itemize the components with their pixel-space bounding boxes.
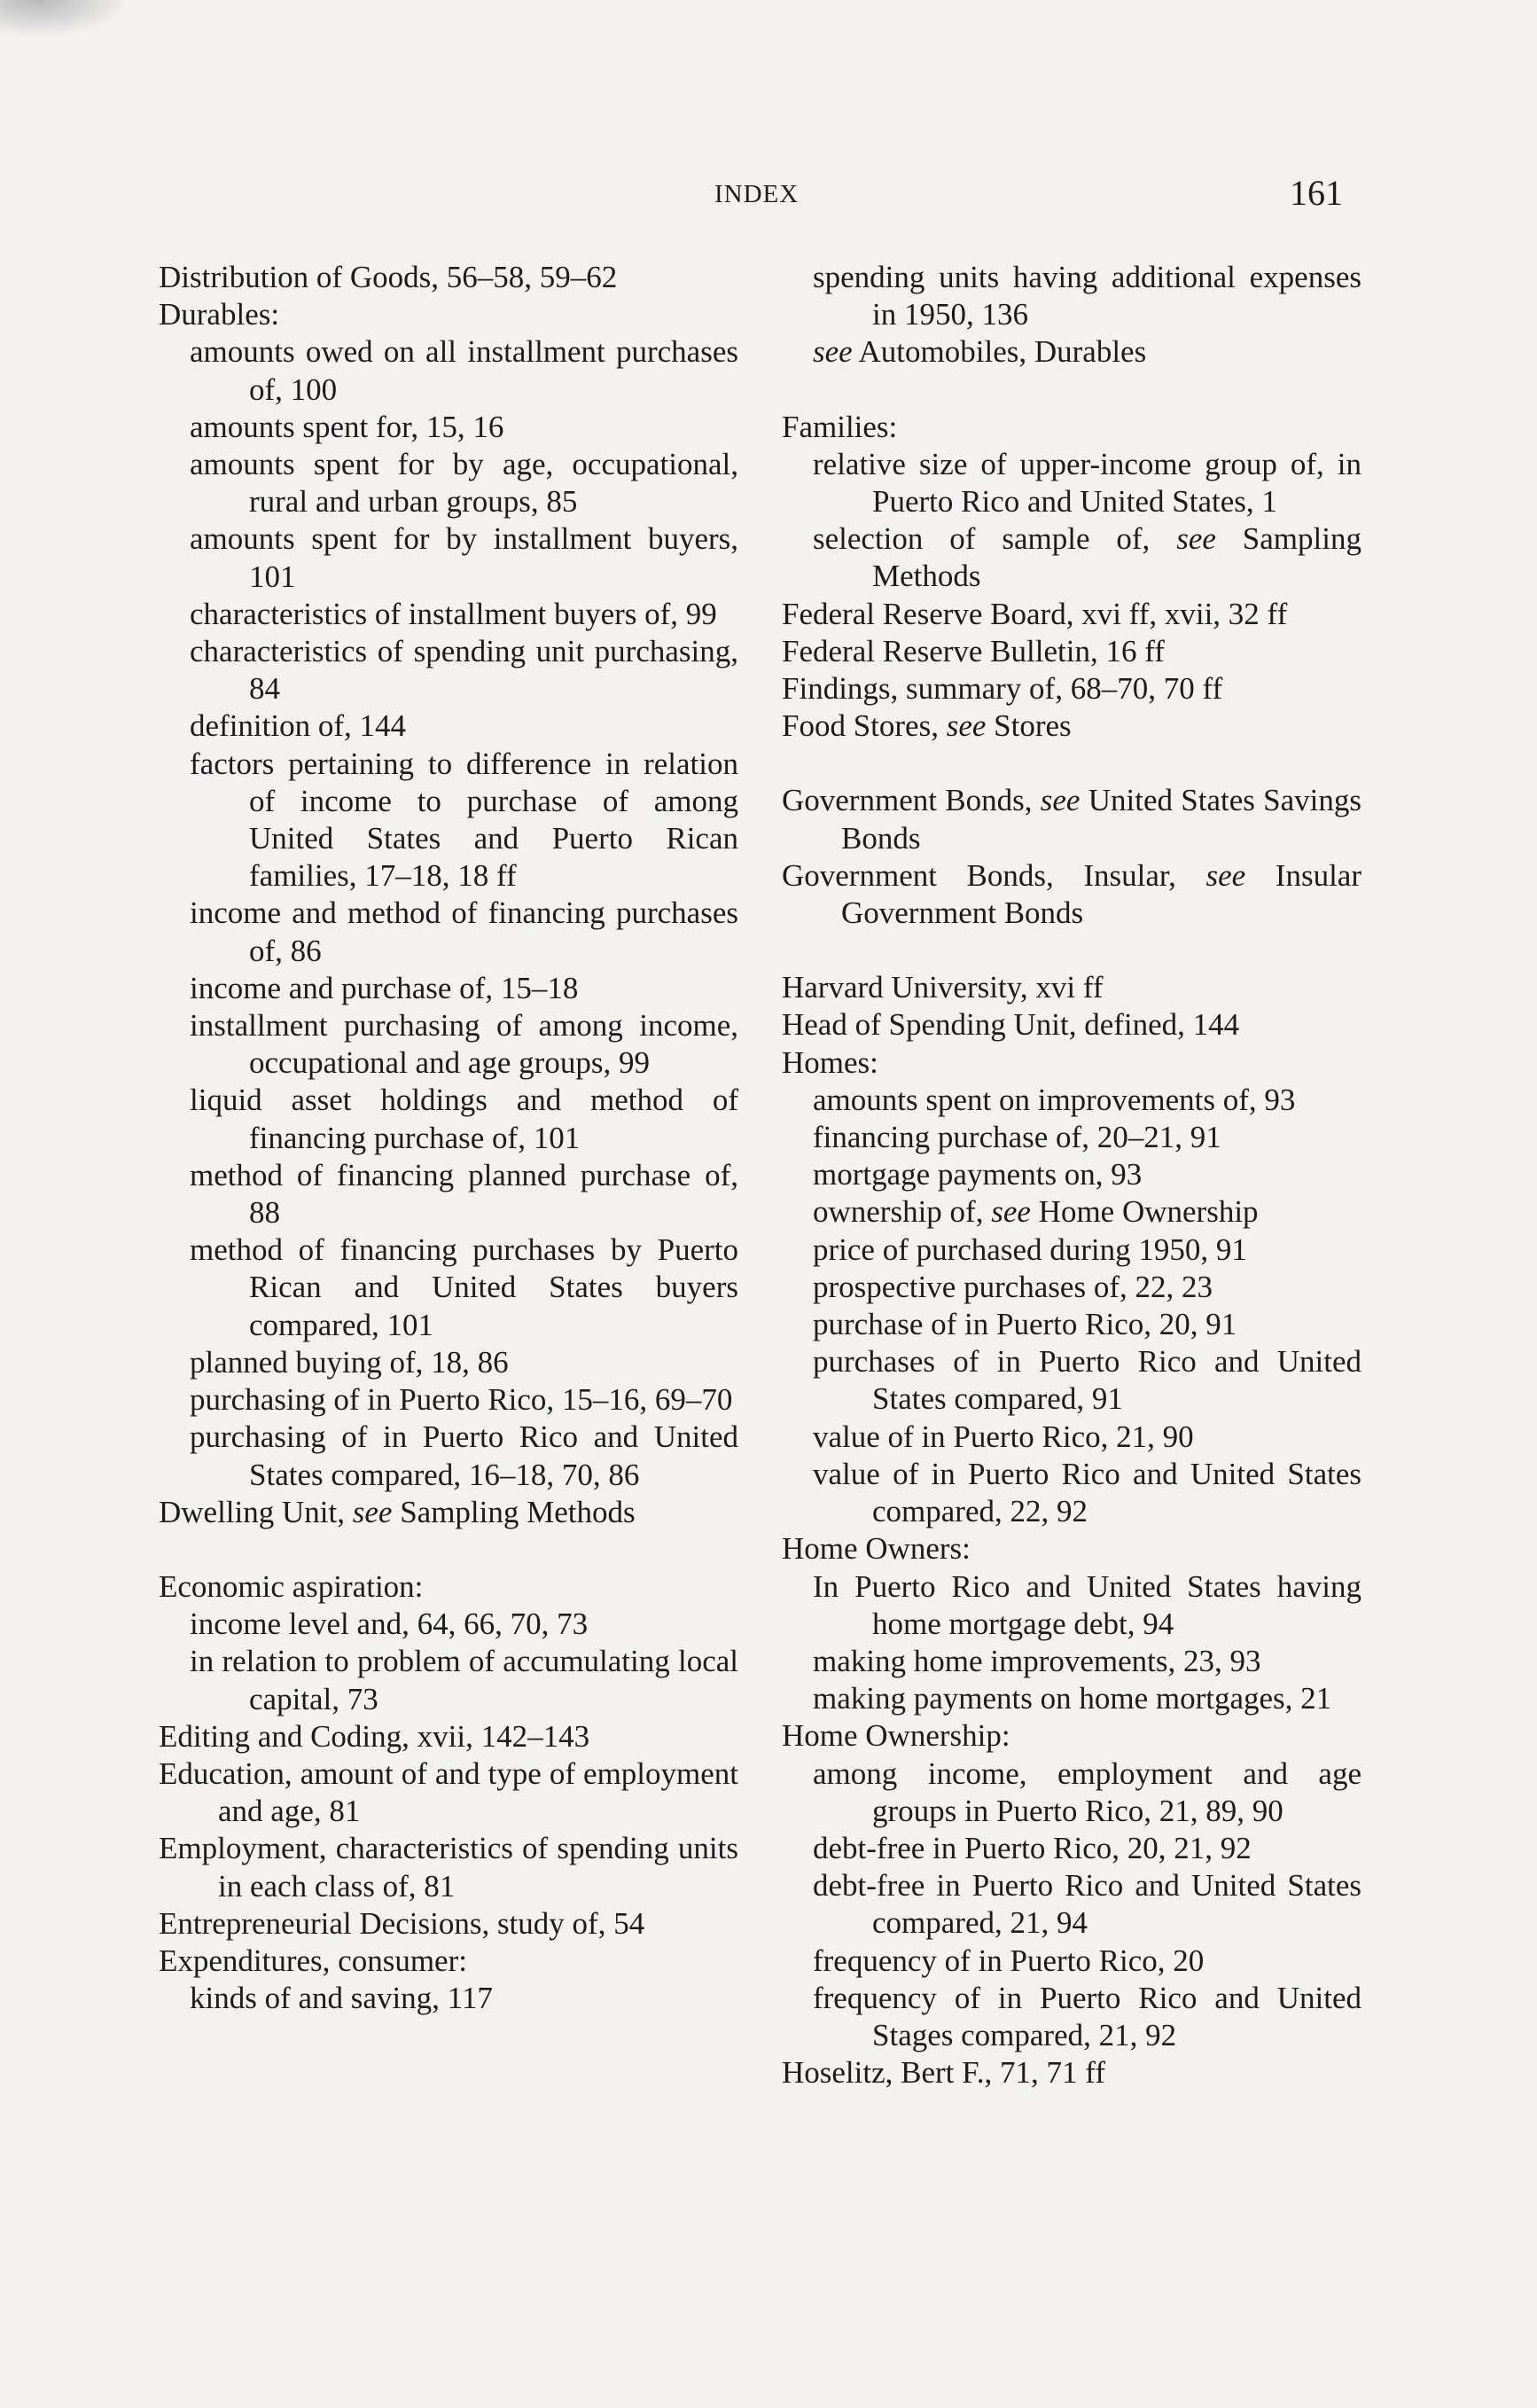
index-subentry: frequency of in Puerto Rico, 20 [813, 1943, 1205, 1978]
index-entry: Harvard University, xvi ff [782, 970, 1104, 1005]
index-entry [782, 857, 1361, 932]
index-entry: Expenditures, consumer: [159, 1943, 467, 1978]
index-subentry: purchasing of in Puerto Rico, 15–16, 69–70 [190, 1382, 733, 1418]
index-entry: Employment, characteristics of spending units in each class of, 81 [159, 1831, 738, 1904]
see-reference: see [813, 334, 853, 370]
index-subentry: income and method of financing purchases of, 86 [190, 895, 738, 968]
index-subentry: purchasing of in Puerto Rico and United States compared, 16–18, 70, 86 [190, 1419, 738, 1492]
index-subentry: purchases of in Puerto Rico and United States compared, 91 [813, 1344, 1361, 1417]
entry-text: ownership of, [813, 1194, 992, 1230]
index-subentry: relative size of upper-income group of, in Puerto Rico and United States, 1 [813, 446, 1361, 520]
index-entry [782, 782, 1361, 856]
index-subentry: definition of, 144 [190, 708, 406, 744]
index-entry: Education, amount of and type of employment and age, 81 [159, 1755, 738, 1829]
index-entry [159, 1494, 738, 1531]
see-reference: see [946, 708, 987, 744]
entry-text: selection of sample of, [813, 521, 1177, 557]
page-corner-shadow [0, 0, 124, 35]
index-entry: Federal Reserve Bulletin, 16 ff [782, 633, 1165, 668]
index-subentry [782, 1193, 1361, 1231]
entry-text: Dwelling Unit, [159, 1494, 353, 1529]
index-entry: Entrepreneurial Decisions, study of, 54 [159, 1905, 645, 1941]
entry-text: Sampling Methods [392, 1494, 636, 1529]
index-subentry: installment purchasing of among income, occupational and age groups, 99 [190, 1008, 738, 1081]
index-subentry: factors pertaining to difference in relation of income to purchase of among United States and Puerto Rican families, 17–18, 18 ff [190, 746, 738, 894]
index-subentry: kinds of and saving, 117 [190, 1981, 493, 2016]
index-subentry: amounts spent on improvements of, 93 [813, 1082, 1296, 1117]
index-subentry: value of in Puerto Rico, 21, 90 [813, 1419, 1194, 1454]
see-reference: see [1176, 521, 1216, 557]
index-subentry: amounts spent for by age, occupational, rural and urban groups, 85 [190, 447, 738, 520]
entry-text: Automobiles, Durables [852, 334, 1147, 370]
index-subentry: characteristics of installment buyers of, 99 [190, 596, 717, 631]
index-subentry: liquid asset holdings and method of financing purchase of, 101 [190, 1083, 738, 1155]
index-entry: Durables: [159, 297, 280, 332]
index-subentry: amounts spent for, 15, 16 [190, 409, 504, 444]
index-subentry: debt-free in Puerto Rico, 20, 21, 92 [813, 1830, 1252, 1865]
index-subentry: spending units having additional expenses in 1950, 136 [813, 260, 1361, 332]
index-subentry: in relation to problem of accumulating local capital, 73 [190, 1644, 738, 1716]
index-subentry: debt-free in Puerto Rico and United States compared, 21, 94 [813, 1868, 1361, 1941]
index-subentry: income and purchase of, 15–18 [190, 970, 579, 1005]
index-subentry: amounts owed on all installment purchases of, 100 [190, 334, 738, 407]
index-subentry [782, 520, 1361, 595]
index-subentry: making payments on home mortgages, 21 [813, 1681, 1332, 1716]
index-subentry: prospective purchases of, 22, 23 [813, 1269, 1213, 1304]
index-subentry: method of financing purchases by Puerto Rican and United States buyers compared, 101 [190, 1232, 738, 1342]
index-entry: Economic aspiration: [159, 1568, 424, 1604]
index-entry: Distribution of Goods, 56–58, 59–62 [159, 260, 618, 294]
index-column-left [159, 259, 738, 2017]
index-subentry: making home improvements, 23, 93 [813, 1643, 1261, 1678]
entry-text: Insular Government Bonds [841, 857, 1361, 931]
index-subentry: characteristics of spending unit purchasing, 84 [190, 634, 738, 707]
entry-text: Stores [986, 708, 1072, 744]
index-subentry: method of financing planned purchase of, 88 [190, 1157, 738, 1231]
entry-text: Sampling Methods [872, 521, 1361, 594]
index-subentry: price of purchased during 1950, 91 [813, 1231, 1247, 1267]
index-entry: Hoselitz, Bert F., 71, 71 ff [782, 2055, 1105, 2091]
index-subentry: purchase of in Puerto Rico, 20, 91 [813, 1307, 1237, 1342]
index-subentry [782, 333, 1361, 371]
index-subentry: amounts spent for by installment buyers, 101 [190, 521, 738, 594]
index-entry: Federal Reserve Board, xvi ff, xvii, 32 ff [782, 596, 1288, 631]
see-reference: see [352, 1494, 393, 1529]
index-subentry: value of in Puerto Rico and United States compared, 22, 92 [813, 1456, 1361, 1529]
index-subentry: among income, employment and age groups in Puerto Rico, 21, 89, 90 [813, 1755, 1361, 1828]
index-column-right [782, 259, 1361, 2091]
page-number: 161 [1290, 173, 1343, 213]
see-reference: see [1040, 783, 1081, 818]
see-reference: see [1205, 857, 1246, 893]
see-reference: see [991, 1194, 1031, 1230]
index-entry: Homes: [782, 1044, 878, 1080]
index-entry: Families: [782, 409, 898, 444]
index-entry [782, 708, 1361, 745]
index-entry: Home Owners: [782, 1531, 971, 1567]
index-subentry: financing purchase of, 20–21, 91 [813, 1120, 1221, 1155]
entry-text: Home Ownership [1030, 1194, 1259, 1230]
index-entry: Head of Spending Unit, defined, 144 [782, 1007, 1240, 1043]
running-header: INDEX [714, 180, 800, 208]
index-entry: Editing and Coding, xvii, 142–143 [159, 1718, 590, 1754]
index-entry: Home Ownership: [782, 1718, 1010, 1754]
entry-text: Government Bonds, Insular, [782, 857, 1206, 893]
index-entry: Findings, summary of, 68–70, 70 ff [782, 671, 1223, 707]
entry-text: Food Stores, [782, 708, 947, 744]
entry-text: Government Bonds, [782, 783, 1041, 818]
index-subentry: income level and, 64, 66, 70, 73 [190, 1607, 589, 1642]
index-subentry: In Puerto Rico and United States having home mortgage debt, 94 [813, 1568, 1361, 1641]
index-subentry: frequency of in Puerto Rico and United Stages compared, 21, 92 [813, 1980, 1361, 2052]
index-subentry: mortgage payments on, 93 [813, 1157, 1143, 1192]
entry-text: United States Savings Bonds [841, 783, 1361, 856]
index-subentry: planned buying of, 18, 86 [190, 1344, 509, 1380]
